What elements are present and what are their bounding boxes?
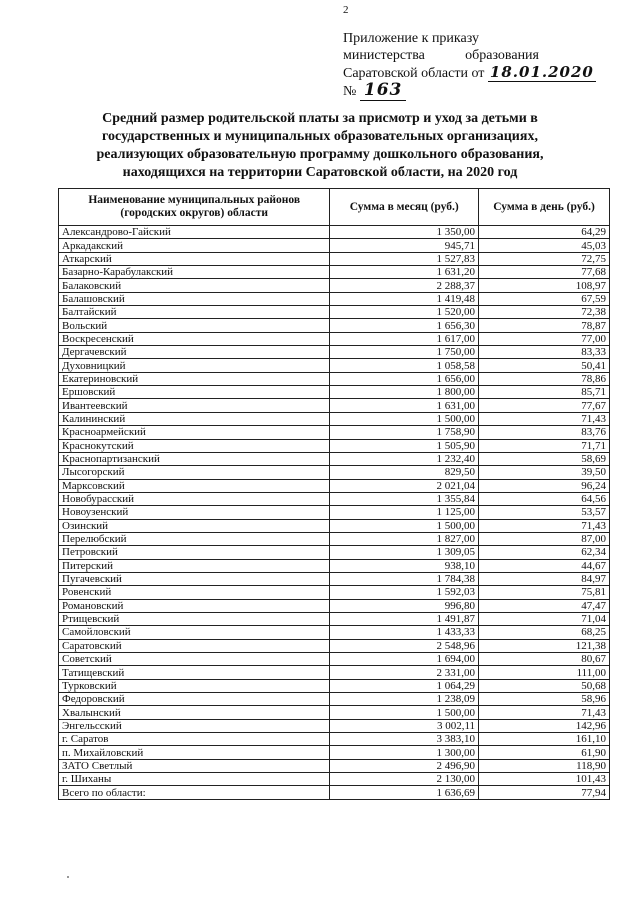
- monthly-sum-cell: 1 758,90: [330, 426, 479, 439]
- table-row: [59, 439, 610, 452]
- table-row: [59, 719, 610, 732]
- monthly-sum-cell: 1 505,90: [330, 439, 479, 452]
- district-name-cell: Новобурасский: [59, 492, 330, 505]
- table-row: [59, 612, 610, 625]
- district-name-cell: Балашовский: [59, 292, 330, 305]
- district-name-cell: Ершовский: [59, 386, 330, 399]
- monthly-sum-cell: 1 491,87: [330, 612, 479, 625]
- district-name-cell: Татищевский: [59, 666, 330, 679]
- monthly-sum-cell: 938,10: [330, 559, 479, 572]
- table-row: [59, 426, 610, 439]
- daily-sum-cell: 58,69: [479, 452, 610, 465]
- table-row: [59, 786, 610, 799]
- district-name-cell: ЗАТО Светлый: [59, 759, 330, 772]
- monthly-sum-cell: 1 419,48: [330, 292, 479, 305]
- daily-sum-cell: 96,24: [479, 479, 610, 492]
- header-monthly-sum: Сумма в месяц (руб.): [330, 189, 479, 226]
- daily-sum-cell: 67,59: [479, 292, 610, 305]
- monthly-sum-cell: 1 058,58: [330, 359, 479, 372]
- table-row: [59, 466, 610, 479]
- monthly-sum-cell: 1 656,30: [330, 319, 479, 332]
- title-line-1: Средний размер родительской платы за присмотр и уход за детьми в: [102, 111, 538, 126]
- district-name-cell: Энгельсский: [59, 719, 330, 732]
- district-name-cell: Романовский: [59, 599, 330, 612]
- district-name-cell: Екатериновский: [59, 372, 330, 385]
- monthly-sum-cell: 2 548,96: [330, 639, 479, 652]
- daily-sum-cell: 44,67: [479, 559, 610, 572]
- district-name-cell: Калининский: [59, 412, 330, 425]
- monthly-sum-cell: 1 784,38: [330, 572, 479, 585]
- monthly-sum-cell: 1 636,69: [330, 786, 479, 799]
- handwritten-order-number: 163: [360, 80, 407, 101]
- table-row: [59, 746, 610, 759]
- monthly-sum-cell: 1 350,00: [330, 226, 479, 239]
- district-name-cell: Красноармейский: [59, 426, 330, 439]
- table-row: [59, 332, 610, 345]
- table-row: [59, 279, 610, 292]
- district-name-cell: г. Саратов: [59, 733, 330, 746]
- monthly-sum-cell: 3 383,10: [330, 733, 479, 746]
- district-name-cell: Вольский: [59, 319, 330, 332]
- district-name-cell: Ровенский: [59, 586, 330, 599]
- table-row: [59, 599, 610, 612]
- monthly-sum-cell: 1 592,03: [330, 586, 479, 599]
- daily-sum-cell: 39,50: [479, 466, 610, 479]
- header-district-name: Наименование муниципальных районов (городских округов) области: [59, 189, 330, 226]
- daily-sum-cell: 62,34: [479, 546, 610, 559]
- table-row: [59, 492, 610, 505]
- table-row: [59, 252, 610, 265]
- daily-sum-cell: 77,68: [479, 266, 610, 279]
- table-row: [59, 679, 610, 692]
- monthly-sum-cell: 996,80: [330, 599, 479, 612]
- district-name-cell: Лысогорский: [59, 466, 330, 479]
- daily-sum-cell: 101,43: [479, 773, 610, 786]
- daily-sum-cell: 77,67: [479, 399, 610, 412]
- monthly-sum-cell: 2 130,00: [330, 773, 479, 786]
- daily-sum-cell: 85,71: [479, 386, 610, 399]
- district-name-cell: Воскресенский: [59, 332, 330, 345]
- table-row: [59, 733, 610, 746]
- table-row: [59, 773, 610, 786]
- table-row: [59, 532, 610, 545]
- table-row: [59, 412, 610, 425]
- monthly-sum-cell: 1 520,00: [330, 306, 479, 319]
- daily-sum-cell: 72,75: [479, 252, 610, 265]
- district-name-cell: Балтайский: [59, 306, 330, 319]
- daily-sum-cell: 64,29: [479, 226, 610, 239]
- monthly-sum-cell: 1 500,00: [330, 519, 479, 532]
- table-row: [59, 239, 610, 252]
- daily-sum-cell: 61,90: [479, 746, 610, 759]
- district-name-cell: Новоузенский: [59, 506, 330, 519]
- header-daily-sum: Сумма в день (руб.): [479, 189, 610, 226]
- district-name-cell: Перелюбский: [59, 532, 330, 545]
- table-row: [59, 626, 610, 639]
- daily-sum-cell: 58,96: [479, 693, 610, 706]
- table-row: [59, 346, 610, 359]
- table-row: [59, 292, 610, 305]
- daily-sum-cell: 78,86: [479, 372, 610, 385]
- daily-sum-cell: 64,56: [479, 492, 610, 505]
- appendix-line-1: Приложение к приказу: [343, 31, 479, 46]
- table-body: [59, 226, 610, 800]
- district-name-cell: Духовницкий: [59, 359, 330, 372]
- table-row: [59, 759, 610, 772]
- title-line-4: находящихся на территории Саратовской области, на 2020 год: [122, 165, 518, 180]
- monthly-sum-cell: 1 527,83: [330, 252, 479, 265]
- daily-sum-cell: 72,38: [479, 306, 610, 319]
- district-name-cell: г. Шиханы: [59, 773, 330, 786]
- monthly-sum-cell: 1 232,40: [330, 452, 479, 465]
- table-row: [59, 452, 610, 465]
- table-row: [59, 706, 610, 719]
- district-name-cell: Краснокутский: [59, 439, 330, 452]
- district-name-cell: Пугачевский: [59, 572, 330, 585]
- district-name-cell: Озинский: [59, 519, 330, 532]
- document-title: [60, 110, 580, 182]
- table-row: [59, 639, 610, 652]
- table-row: [59, 386, 610, 399]
- monthly-sum-cell: 1 631,20: [330, 266, 479, 279]
- district-name-cell: Петровский: [59, 546, 330, 559]
- number-sign: №: [343, 84, 357, 99]
- daily-sum-cell: 111,00: [479, 666, 610, 679]
- daily-sum-cell: 75,81: [479, 586, 610, 599]
- daily-sum-cell: 77,00: [479, 332, 610, 345]
- daily-sum-cell: 71,04: [479, 612, 610, 625]
- daily-sum-cell: 71,43: [479, 412, 610, 425]
- district-name-cell: п. Михайловский: [59, 746, 330, 759]
- district-name-cell: Ивантеевский: [59, 399, 330, 412]
- monthly-sum-cell: 945,71: [330, 239, 479, 252]
- district-name-cell: Краснопартизанский: [59, 452, 330, 465]
- daily-sum-cell: 121,38: [479, 639, 610, 652]
- monthly-sum-cell: 1 827,00: [330, 532, 479, 545]
- appendix-header: [343, 30, 593, 100]
- monthly-sum-cell: 2 331,00: [330, 666, 479, 679]
- table-row: [59, 559, 610, 572]
- table-row: [59, 266, 610, 279]
- table-row: [59, 226, 610, 239]
- daily-sum-cell: 71,71: [479, 439, 610, 452]
- daily-sum-cell: 47,47: [479, 599, 610, 612]
- table-row: [59, 653, 610, 666]
- monthly-sum-cell: 1 800,00: [330, 386, 479, 399]
- appendix-region-from: Саратовской области от: [343, 66, 485, 81]
- daily-sum-cell: 84,97: [479, 572, 610, 585]
- fee-table: [58, 188, 610, 800]
- district-name-cell: Хвалынский: [59, 706, 330, 719]
- appendix-education: образования: [465, 48, 539, 63]
- daily-sum-cell: 77,94: [479, 786, 610, 799]
- district-name-cell: Саратовский: [59, 639, 330, 652]
- daily-sum-cell: 71,43: [479, 706, 610, 719]
- daily-sum-cell: 78,87: [479, 319, 610, 332]
- table-row: [59, 319, 610, 332]
- district-name-cell: Всего по области:: [59, 786, 330, 799]
- district-name-cell: Александрово-Гайский: [59, 226, 330, 239]
- table-row: [59, 479, 610, 492]
- monthly-sum-cell: 1 433,33: [330, 626, 479, 639]
- table-row: [59, 693, 610, 706]
- table-row: [59, 572, 610, 585]
- monthly-sum-cell: 2 288,37: [330, 279, 479, 292]
- daily-sum-cell: 83,76: [479, 426, 610, 439]
- daily-sum-cell: 53,57: [479, 506, 610, 519]
- daily-sum-cell: 80,67: [479, 653, 610, 666]
- district-name-cell: Самойловский: [59, 626, 330, 639]
- table-row: [59, 399, 610, 412]
- district-name-cell: Базарно-Карабулакский: [59, 266, 330, 279]
- page-number: 2: [343, 4, 349, 16]
- district-name-cell: Аркадакский: [59, 239, 330, 252]
- monthly-sum-cell: 2 021,04: [330, 479, 479, 492]
- appendix-line-2: [343, 47, 539, 64]
- table-row: [59, 586, 610, 599]
- monthly-sum-cell: 1 500,00: [330, 412, 479, 425]
- title-line-3: реализующих образовательную программу дошкольного образования,: [96, 147, 544, 162]
- district-name-cell: Балаковский: [59, 279, 330, 292]
- daily-sum-cell: 142,96: [479, 719, 610, 732]
- district-name-cell: Федоровский: [59, 693, 330, 706]
- monthly-sum-cell: 3 002,11: [330, 719, 479, 732]
- daily-sum-cell: 50,68: [479, 679, 610, 692]
- monthly-sum-cell: 1 309,05: [330, 546, 479, 559]
- district-name-cell: Питерский: [59, 559, 330, 572]
- monthly-sum-cell: 829,50: [330, 466, 479, 479]
- handwritten-date: 18.01.2020: [489, 63, 594, 81]
- appendix-ministry: министерства: [343, 48, 425, 63]
- district-name-cell: Аткарский: [59, 252, 330, 265]
- title-line-2: государственных и муниципальных образовательных организациях,: [102, 129, 538, 144]
- daily-sum-cell: 50,41: [479, 359, 610, 372]
- monthly-sum-cell: 1 500,00: [330, 706, 479, 719]
- district-name-cell: Турковский: [59, 679, 330, 692]
- monthly-sum-cell: 1 355,84: [330, 492, 479, 505]
- district-name-cell: Дергачевский: [59, 346, 330, 359]
- district-name-cell: Ртищевский: [59, 612, 330, 625]
- scan-speck: [67, 876, 69, 878]
- appendix-line-4: [343, 82, 593, 100]
- monthly-sum-cell: 1 617,00: [330, 332, 479, 345]
- monthly-sum-cell: 1 750,00: [330, 346, 479, 359]
- monthly-sum-cell: 2 496,90: [330, 759, 479, 772]
- table-row: [59, 372, 610, 385]
- daily-sum-cell: 83,33: [479, 346, 610, 359]
- monthly-sum-cell: 1 694,00: [330, 653, 479, 666]
- daily-sum-cell: 45,03: [479, 239, 610, 252]
- daily-sum-cell: 161,10: [479, 733, 610, 746]
- monthly-sum-cell: 1 656,00: [330, 372, 479, 385]
- table-header-row: [59, 189, 610, 226]
- monthly-sum-cell: 1 631,00: [330, 399, 479, 412]
- district-name-cell: Марксовский: [59, 479, 330, 492]
- daily-sum-cell: 87,00: [479, 532, 610, 545]
- daily-sum-cell: 108,97: [479, 279, 610, 292]
- daily-sum-cell: 68,25: [479, 626, 610, 639]
- table-row: [59, 666, 610, 679]
- table-row: [59, 519, 610, 532]
- monthly-sum-cell: 1 125,00: [330, 506, 479, 519]
- district-name-cell: Советский: [59, 653, 330, 666]
- table-row: [59, 546, 610, 559]
- table-row: [59, 359, 610, 372]
- daily-sum-cell: 71,43: [479, 519, 610, 532]
- monthly-sum-cell: 1 238,09: [330, 693, 479, 706]
- table-row: [59, 506, 610, 519]
- daily-sum-cell: 118,90: [479, 759, 610, 772]
- table-row: [59, 306, 610, 319]
- monthly-sum-cell: 1 064,29: [330, 679, 479, 692]
- monthly-sum-cell: 1 300,00: [330, 746, 479, 759]
